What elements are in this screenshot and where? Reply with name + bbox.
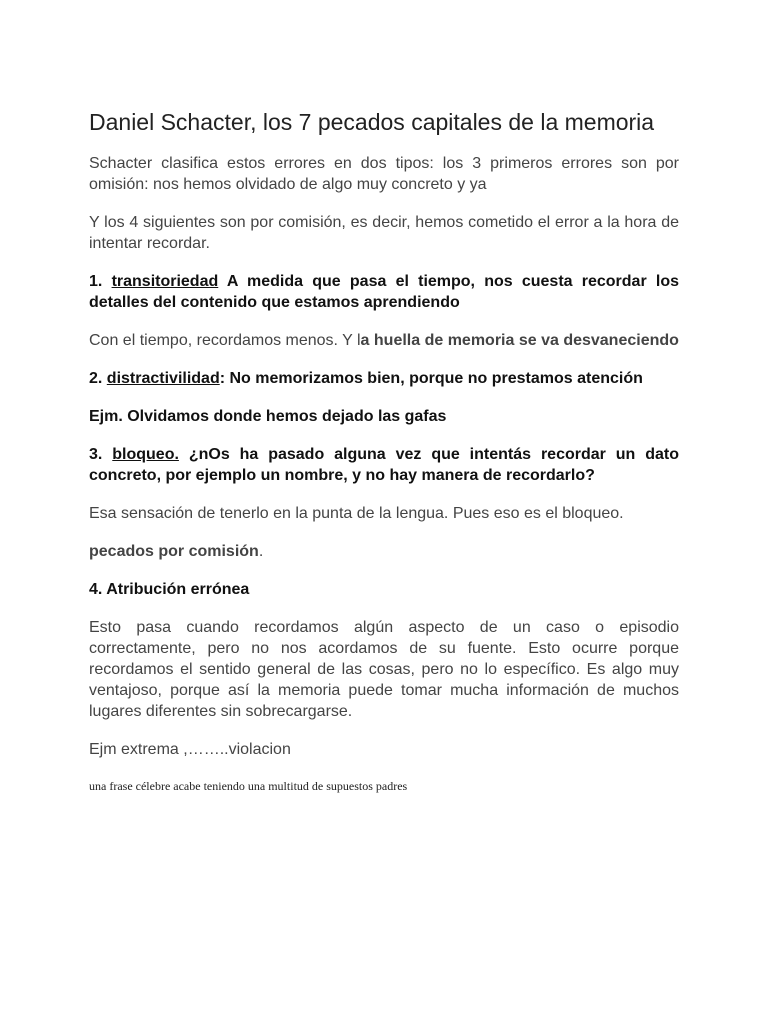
footnote-text: una frase célebre acabe teniendo una multitud de supuestos padres <box>89 779 408 793</box>
comision-heading-period: . <box>258 543 264 560</box>
section-3-heading <box>89 444 679 486</box>
section-1-term: transitoriedad <box>111 273 219 290</box>
section-1-description: A medida que pasa el tiempo, nos cuesta recordar los detalles del contenido que estamos aprendiendo <box>89 273 679 311</box>
section-3-explanation: Esa sensación de tenerlo en la punta de la lengua. Pues eso es el bloqueo. <box>89 505 624 522</box>
section-1-explanation-plain: Con el tiempo, recordamos menos. Y l <box>89 332 361 349</box>
comision-heading-bold: pecados por comisión <box>89 543 259 560</box>
intro-paragraph-comision: Y los 4 siguientes son por comisión, es decir, hemos cometido el error a la hora de intentar recordar. <box>89 214 679 252</box>
section-4-explanation: Esto pasa cuando recordamos algún aspecto de un caso o episodio correctamente, pero no nos acordamos de su fuente. Esto ocurre porque recordamos el sentido general de las cosas, pero no lo específico. Es algo muy ventajoso, porque así la memoria puede tomar mucha información de muchos lugares diferentes sin sobrecargarse. <box>89 619 679 720</box>
section-3-term: bloqueo. <box>112 446 179 463</box>
document-page <box>89 108 679 794</box>
section-3-number: 3. <box>89 446 113 463</box>
section-4-heading: 4. Atribución errónea <box>89 581 250 598</box>
section-3-description: ¿nOs ha pasado alguna vez que intentás recordar un dato concreto, por ejemplo un nombre, y no hay manera de recordarlo? <box>89 446 680 484</box>
section-1-explanation <box>89 330 679 351</box>
section-2-example: Ejm. Olvidamos donde hemos dejado las gafas <box>89 408 447 425</box>
section-1-heading <box>89 271 679 313</box>
section-1-number: 1. <box>89 273 112 290</box>
section-2-number: 2. <box>89 370 107 387</box>
section-2-heading <box>89 368 679 389</box>
document-title: Daniel Schacter, los 7 pecados capitales de la memoria <box>89 109 655 135</box>
section-1-explanation-bold: a huella de memoria se va desvaneciendo <box>360 332 679 349</box>
section-2-description: : No memorizamos bien, porque no prestamos atención <box>219 370 643 387</box>
intro-paragraph-omision: Schacter clasifica estos errores en dos tipos: los 3 primeros errores son por omisión: nos hemos olvidado de algo muy concreto y ya <box>89 155 679 193</box>
comision-heading <box>89 541 679 562</box>
section-2-term: distractivilidad <box>106 370 220 387</box>
section-4-example: Ejm extrema ,……..violacion <box>89 741 291 758</box>
